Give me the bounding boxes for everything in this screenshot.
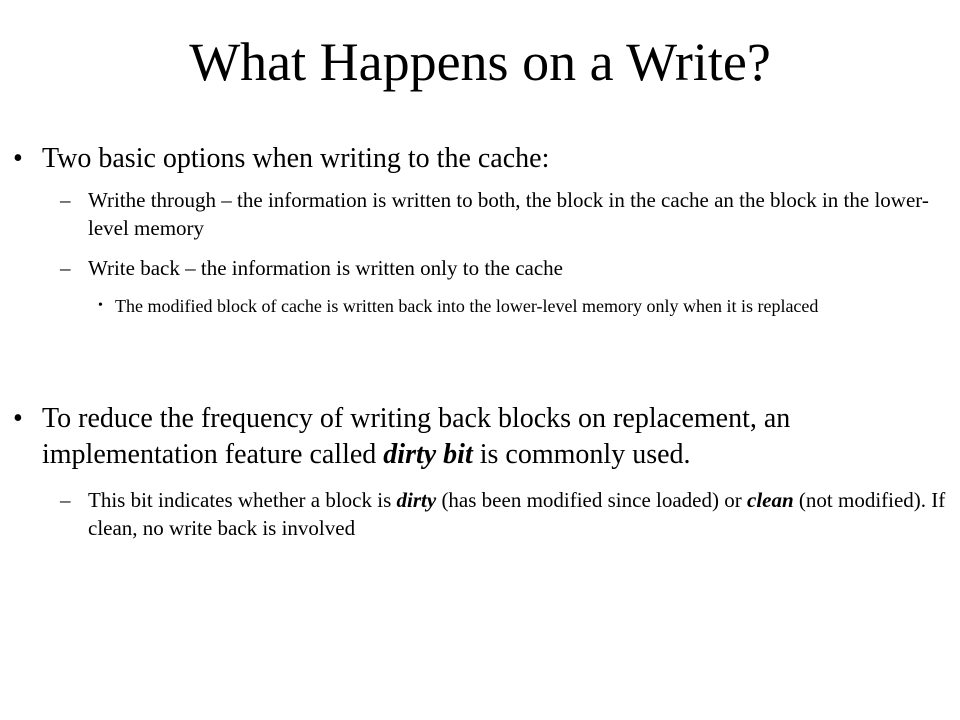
- text-before: This bit indicates whether a block is: [88, 488, 397, 512]
- bullet-marker: •: [13, 143, 23, 174]
- sub-bullet-dirty-explanation: [60, 486, 950, 542]
- sub-bullet-text: [88, 486, 950, 542]
- dash-marker: –: [60, 488, 71, 512]
- sub-bullet-write-through: [60, 186, 950, 242]
- bullet-marker: •: [98, 298, 103, 313]
- bullet-text-after: is commonly used.: [472, 439, 691, 470]
- dash-marker: –: [60, 188, 71, 212]
- slide-title: What Happens on a Write?: [189, 32, 771, 92]
- bullet-marker: •: [13, 403, 23, 434]
- sub-bullet-text: Writhe through – the information is written to both, the block in the cache an the block in the lower-level memory: [88, 188, 929, 240]
- text-middle: (has been modified since loaded) or: [436, 488, 747, 512]
- bullet-text: Two basic options when writing to the cache:: [42, 143, 550, 174]
- dirty-term: dirty: [396, 488, 437, 512]
- sub-sub-bullet-modified-block: [98, 293, 954, 319]
- clean-term: clean: [747, 488, 794, 512]
- bullet-text: [42, 401, 913, 473]
- sub-sub-bullet-text: The modified block of cache is written back into the lower-level memory only when it is replaced: [115, 296, 819, 316]
- text-after: (not modified). If clean, no write back is involved: [88, 488, 946, 540]
- dirty-bit-term: dirty bit: [383, 439, 473, 470]
- bullet-text-before: To reduce the frequency of writing back blocks on replacement, an implementation feature called: [42, 403, 791, 470]
- bullet-write-options: [15, 141, 915, 177]
- bullet-dirty-bit: [15, 401, 915, 473]
- dash-marker: –: [60, 256, 71, 280]
- sub-bullet-text: Write back – the information is written only to the cache: [88, 256, 564, 280]
- sub-bullet-write-back: [60, 254, 950, 282]
